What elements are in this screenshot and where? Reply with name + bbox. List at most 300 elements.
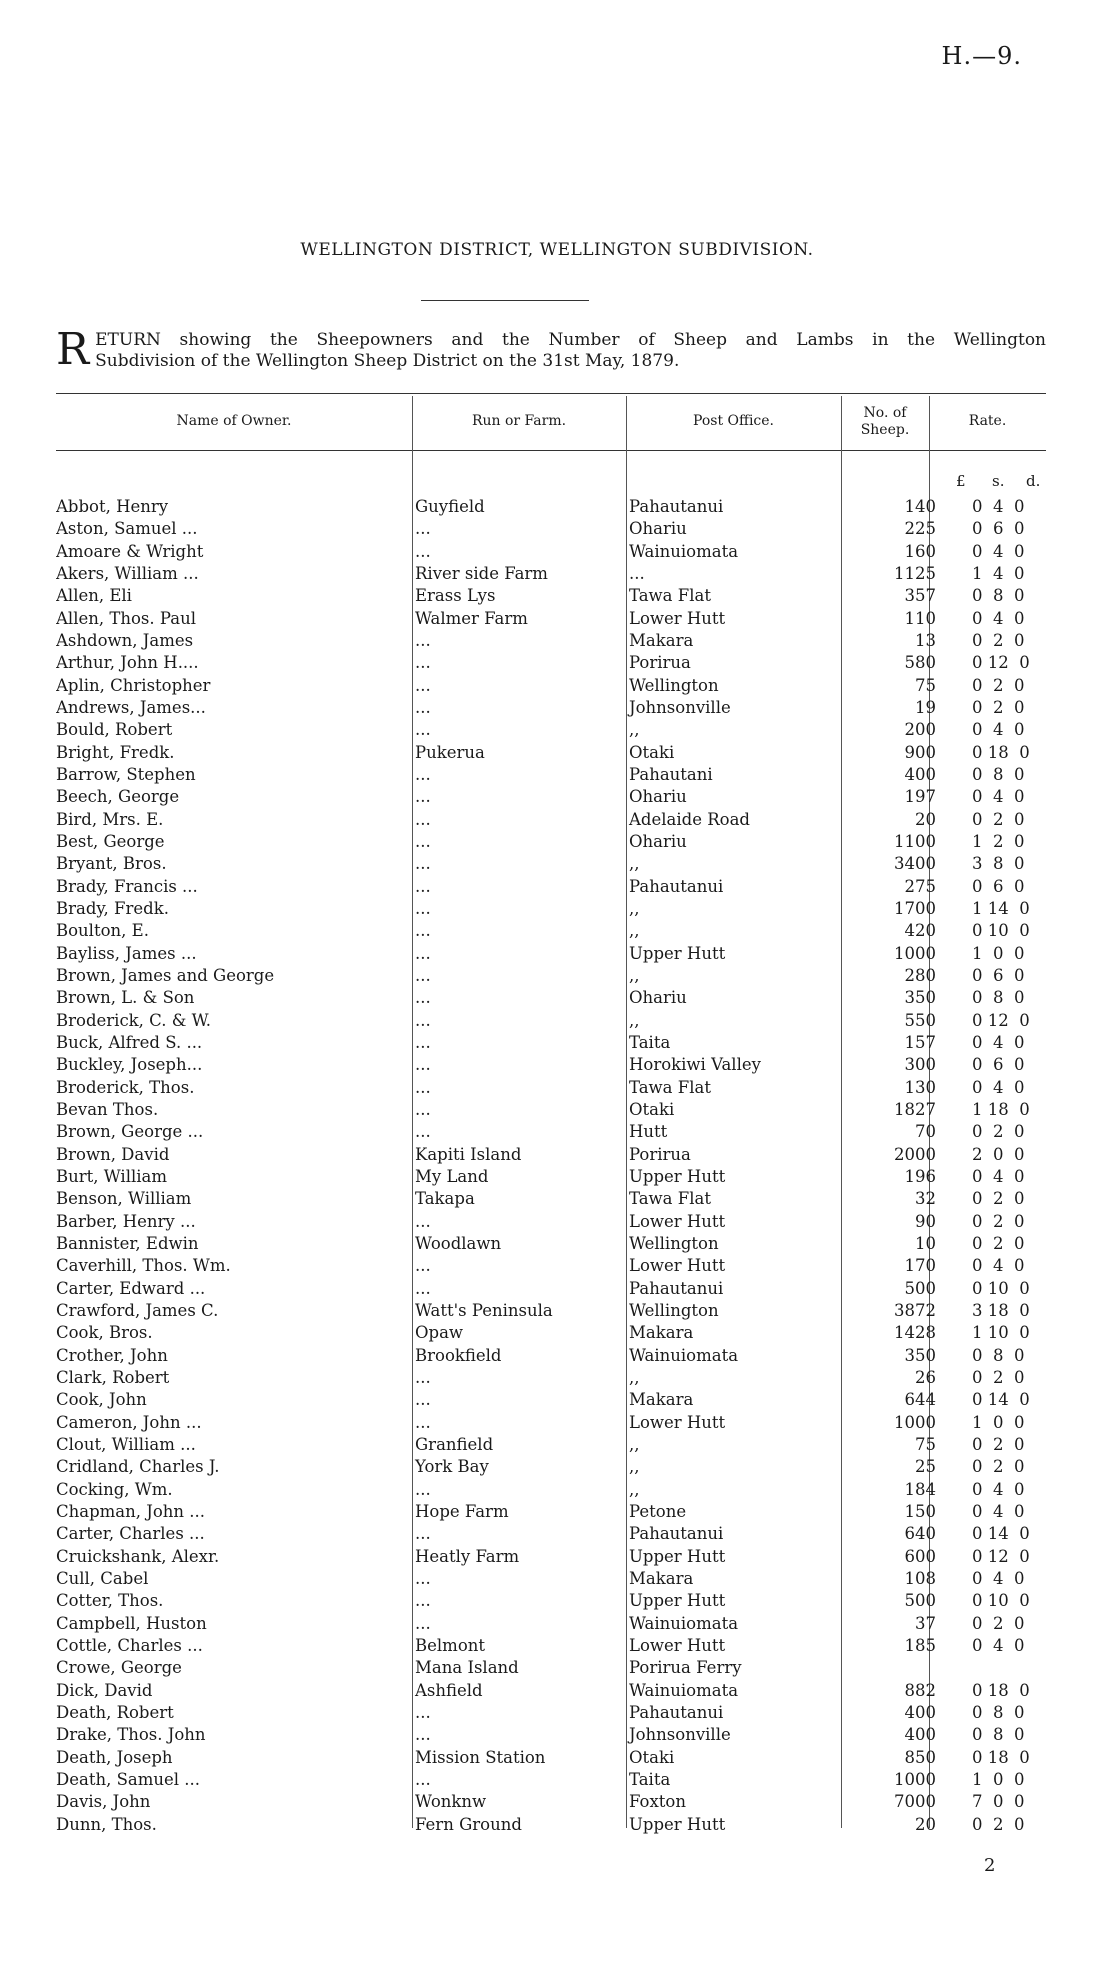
post-office: Wainuiomata	[629, 1613, 739, 1633]
rate-unit-pence: d.	[1026, 472, 1041, 490]
owner-name: Best, George	[56, 832, 165, 852]
table-row	[56, 920, 1066, 942]
owner-name: Drake, Thos. John	[56, 1725, 206, 1745]
run-or-farm: Pukerua	[415, 742, 485, 762]
post-office: Pahautanui	[629, 497, 724, 517]
run-or-farm: ...	[415, 1568, 431, 1588]
rate-amount: 0 8 0	[972, 586, 1025, 606]
table-row	[56, 1545, 1066, 1567]
post-office: ,,	[629, 1434, 640, 1454]
run-or-farm: Kapiti Island	[415, 1144, 522, 1164]
owner-name: Dick, David	[56, 1680, 153, 1700]
sheep-count: 157	[904, 1033, 936, 1053]
sheep-count: 75	[915, 1434, 936, 1454]
col-header-sheep-line2: Sheep.	[860, 422, 910, 438]
owner-name: Chapman, John ...	[56, 1501, 206, 1521]
rate-amount: 0 2 0	[972, 698, 1025, 718]
sheep-count: 184	[904, 1479, 936, 1499]
table-row	[56, 1635, 1066, 1657]
post-office: Wellington	[629, 1233, 719, 1253]
sheep-count: 185	[904, 1635, 936, 1655]
post-office: Lower Hutt	[629, 1211, 726, 1231]
owner-name: Davis, John	[56, 1792, 151, 1812]
owner-name: Brown, George ...	[56, 1122, 204, 1142]
owner-name: Cocking, Wm.	[56, 1479, 173, 1499]
col-header-run: Run or Farm.	[471, 413, 567, 429]
owner-name: Cameron, John ...	[56, 1412, 202, 1432]
rate-amount: 3 8 0	[972, 854, 1025, 874]
post-office: Tawa Flat	[629, 586, 711, 606]
run-or-farm: Heatly Farm	[415, 1546, 520, 1566]
sheep-count: 580	[904, 653, 936, 673]
rate-amount: 0 14 0	[972, 1524, 1030, 1544]
sheep-count: 75	[915, 675, 936, 695]
run-or-farm: ...	[415, 1479, 431, 1499]
table-row	[56, 1411, 1066, 1433]
sheep-count: 1700	[894, 899, 936, 919]
run-or-farm: York Bay	[415, 1457, 489, 1477]
rate-amount: 0 2 0	[972, 631, 1025, 651]
run-or-farm: Woodlawn	[415, 1233, 502, 1253]
owner-name: Bryant, Bros.	[56, 854, 167, 874]
sheep-count: 196	[904, 1167, 936, 1186]
owner-name: Ashdown, James	[56, 631, 194, 651]
post-office: Lower Hutt	[629, 608, 726, 628]
rate-amount: 0 10 0	[972, 921, 1030, 941]
owner-name: Barrow, Stephen	[56, 765, 196, 785]
post-office: Ohariu	[629, 988, 687, 1008]
post-office: Wellington	[629, 1300, 719, 1320]
run-or-farm: Watt's Peninsula	[415, 1300, 553, 1320]
post-office: ,,	[629, 899, 640, 919]
sheep-count: 2000	[894, 1144, 936, 1164]
owner-name: Death, Robert	[56, 1702, 174, 1722]
rate-amount: 0 2 0	[972, 1367, 1025, 1387]
post-office: Porirua	[629, 653, 691, 673]
sheep-count: 1100	[894, 832, 936, 852]
post-office: Petone	[629, 1501, 687, 1521]
owner-name: Brady, Francis ...	[56, 876, 198, 896]
sheep-count: 140	[904, 497, 936, 517]
post-office: Tawa Flat	[629, 1189, 711, 1209]
post-office: ,,	[629, 1010, 640, 1030]
rate-amount: 0 2 0	[972, 1122, 1025, 1142]
sheep-count: 90	[915, 1211, 936, 1231]
run-or-farm: Guyfield	[415, 497, 485, 517]
table-row	[56, 1322, 1066, 1344]
sheep-count: 170	[904, 1256, 936, 1276]
rate-amount: 0 2 0	[972, 1211, 1025, 1231]
sheep-count	[841, 1657, 954, 1679]
table-row	[56, 987, 1066, 1009]
run-or-farm: My Land	[415, 1167, 489, 1186]
table-row	[56, 1211, 1066, 1233]
table-row	[56, 786, 1066, 808]
run-or-farm: ...	[415, 675, 431, 695]
rate-amount: 0 8 0	[972, 1725, 1025, 1745]
sheepowners-table	[56, 496, 1066, 1836]
owner-name: Cridland, Charles J.	[56, 1457, 220, 1477]
rate-amount: 0 4 0	[972, 1568, 1025, 1588]
sheep-count: 19	[915, 698, 936, 718]
post-office: Wainuiomata	[629, 1345, 739, 1365]
rate-amount: 0 4 0	[972, 1077, 1025, 1097]
rate-amount: 0 8 0	[972, 1702, 1025, 1722]
table-row	[56, 518, 1066, 540]
sheep-count: 25	[915, 1457, 936, 1477]
table-row	[56, 630, 1066, 652]
table-row	[56, 1679, 1066, 1701]
owner-name: Clout, William ...	[56, 1434, 196, 1454]
owner-name: Bannister, Edwin	[56, 1233, 199, 1253]
owner-name: Barber, Henry ...	[56, 1211, 196, 1231]
table-row	[56, 1166, 1066, 1188]
table-row	[56, 563, 1066, 585]
table-row	[56, 1032, 1066, 1054]
sheep-count: 400	[904, 1725, 936, 1745]
owner-name: Broderick, Thos.	[56, 1077, 195, 1097]
table-row	[56, 1568, 1066, 1590]
post-office: Otaki	[629, 1747, 675, 1767]
sheep-count: 400	[904, 1702, 936, 1722]
sheep-count: 150	[904, 1501, 936, 1521]
rate-amount: 0 12 0	[972, 653, 1030, 673]
owner-name: Death, Samuel ...	[56, 1769, 201, 1789]
table-row	[56, 1099, 1066, 1121]
rate-amount: 0 14 0	[972, 1390, 1030, 1410]
sheep-count: 420	[904, 921, 936, 941]
owner-name: Carter, Charles ...	[56, 1524, 205, 1544]
table-row	[56, 1077, 1066, 1099]
post-office: Makara	[629, 1323, 694, 1343]
table-row	[56, 541, 1066, 563]
rate-amount: 3 18 0	[972, 1300, 1030, 1320]
table-row	[56, 1010, 1066, 1032]
run-or-farm: Granfield	[415, 1434, 494, 1454]
run-or-farm: ...	[415, 1769, 431, 1789]
run-or-farm: ...	[415, 1100, 431, 1120]
rate-amount: 0 8 0	[972, 988, 1025, 1008]
sheep-count: 1000	[894, 1769, 936, 1789]
rate-amount	[954, 1657, 1066, 1679]
sheep-count: 900	[904, 742, 936, 762]
post-office: Pahautanui	[629, 1524, 724, 1544]
table-row	[56, 1724, 1066, 1746]
post-office: Pahautanui	[629, 876, 724, 896]
owner-name: Bird, Mrs. E.	[56, 809, 164, 829]
run-or-farm: ...	[415, 1702, 431, 1722]
rate-amount: 0 4 0	[972, 720, 1025, 740]
run-or-farm: ...	[415, 1256, 431, 1276]
rate-amount: 0 12 0	[972, 1010, 1030, 1030]
sheep-count: 70	[915, 1122, 936, 1142]
rate-amount: 0 4 0	[972, 1501, 1025, 1521]
post-office: Upper Hutt	[629, 943, 726, 963]
header-top-rule	[56, 393, 1046, 394]
sheep-count: 1428	[894, 1323, 936, 1343]
sheep-count: 882	[904, 1680, 936, 1700]
rate-amount: 0 6 0	[972, 966, 1025, 986]
district-title: WELLINGTON DISTRICT, WELLINGTON SUBDIVISION.	[300, 240, 814, 260]
rate-amount: 0 4 0	[972, 1256, 1025, 1276]
owner-name: Campbell, Huston	[56, 1613, 207, 1633]
table-row	[56, 1791, 1066, 1813]
run-or-farm: ...	[415, 653, 431, 673]
table-row	[56, 496, 1066, 518]
post-office: Ohariu	[629, 519, 687, 539]
table-row	[56, 1501, 1066, 1523]
title-rule	[421, 300, 589, 301]
post-office: Makara	[629, 631, 694, 651]
table-row	[56, 1389, 1066, 1411]
post-office: Tawa Flat	[629, 1077, 711, 1097]
owner-name: Boulton, E.	[56, 921, 149, 941]
run-or-farm: Mission Station	[415, 1747, 546, 1767]
run-or-farm: ...	[415, 832, 431, 852]
post-office: Ohariu	[629, 832, 687, 852]
table-row	[56, 1434, 1066, 1456]
owner-name: Crowe, George	[56, 1658, 182, 1678]
run-or-farm: ...	[415, 765, 431, 785]
owner-name: Allen, Eli	[56, 586, 132, 606]
table-row	[56, 697, 1066, 719]
run-or-farm: ...	[415, 1725, 431, 1745]
table-row	[56, 1277, 1066, 1299]
rate-amount: 0 4 0	[972, 787, 1025, 807]
sheep-count: 357	[904, 586, 936, 606]
run-or-farm: Erass Lys	[415, 586, 496, 606]
owner-name: Buckley, Joseph...	[56, 1055, 203, 1075]
col-header-post: Post Office.	[692, 413, 775, 429]
run-or-farm: River side Farm	[415, 564, 548, 584]
run-or-farm: ...	[415, 1412, 431, 1432]
owner-name: Beech, George	[56, 787, 180, 807]
run-or-farm: ...	[415, 876, 431, 896]
rate-amount: 0 4 0	[972, 608, 1025, 628]
sheep-count: 1000	[894, 1412, 936, 1432]
run-or-farm: ...	[415, 921, 431, 941]
table-row	[56, 1054, 1066, 1076]
table-row	[56, 876, 1066, 898]
post-office: Porirua	[629, 1144, 691, 1164]
post-office: Otaki	[629, 742, 675, 762]
owner-name: Caverhill, Thos. Wm.	[56, 1256, 231, 1276]
rate-amount: 0 2 0	[972, 1189, 1025, 1209]
table-row	[56, 1456, 1066, 1478]
sheep-count: 32	[915, 1189, 936, 1209]
rate-amount: 0 6 0	[972, 1055, 1025, 1075]
post-office: Pahautani	[629, 765, 713, 785]
post-office: Ohariu	[629, 787, 687, 807]
post-office: Upper Hutt	[629, 1814, 726, 1834]
run-or-farm: ...	[415, 519, 431, 539]
post-office: Horokiwi Valley	[629, 1055, 761, 1075]
sheep-count: 350	[904, 988, 936, 1008]
run-or-farm: Opaw	[415, 1323, 464, 1343]
table-row	[56, 1144, 1066, 1166]
rate-amount: 0 2 0	[972, 1613, 1025, 1633]
sheep-count: 108	[904, 1568, 936, 1588]
rate-amount: 0 6 0	[972, 876, 1025, 896]
run-or-farm: ...	[415, 988, 431, 1008]
sheep-count: 7000	[894, 1792, 936, 1812]
sheep-count: 1827	[894, 1100, 936, 1120]
post-office: Lower Hutt	[629, 1412, 726, 1432]
rate-amount: 0 4 0	[972, 1479, 1025, 1499]
rate-amount: 0 2 0	[972, 675, 1025, 695]
rate-amount: 0 12 0	[972, 1546, 1030, 1566]
description-line-2: Subdivision of the Wellington Sheep District on the 31st May, 1879.	[95, 351, 680, 371]
rate-amount: 0 4 0	[972, 1033, 1025, 1053]
table-row	[56, 652, 1066, 674]
sheep-count: 197	[904, 787, 936, 807]
sheep-count: 26	[915, 1367, 936, 1387]
run-or-farm: ...	[415, 809, 431, 829]
run-or-farm: Fern Ground	[415, 1814, 522, 1834]
post-office: Hutt	[629, 1122, 668, 1142]
run-or-farm: ...	[415, 899, 431, 919]
rate-amount: 0 10 0	[972, 1591, 1030, 1611]
run-or-farm: ...	[415, 1033, 431, 1053]
run-or-farm: ...	[415, 1211, 431, 1231]
run-or-farm: ...	[415, 1524, 431, 1544]
sheep-count: 280	[904, 966, 936, 986]
rate-amount: 0 2 0	[972, 1814, 1025, 1834]
rate-amount: 0 2 0	[972, 1233, 1025, 1253]
table-row	[56, 831, 1066, 853]
rate-amount: 0 4 0	[972, 541, 1025, 561]
run-or-farm: Ashfield	[415, 1680, 483, 1700]
owner-name: Crother, John	[56, 1345, 168, 1365]
post-office: Lower Hutt	[629, 1635, 726, 1655]
rate-amount: 0 4 0	[972, 1635, 1025, 1655]
owner-name: Cruickshank, Alexr.	[56, 1546, 220, 1566]
post-office: Otaki	[629, 1100, 675, 1120]
sheep-count: 3872	[894, 1300, 936, 1320]
rate-amount: 0 18 0	[972, 1680, 1030, 1700]
owner-name: Brown, James and George	[56, 966, 275, 986]
owner-name: Broderick, C. & W.	[56, 1010, 211, 1030]
rate-amount: 0 2 0	[972, 1457, 1025, 1477]
run-or-farm: ...	[415, 1122, 431, 1142]
post-office: Porirua Ferry	[629, 1658, 742, 1678]
rate-amount: 1 0 0	[972, 1412, 1025, 1432]
rate-amount: 0 6 0	[972, 519, 1025, 539]
owner-name: Brady, Fredk.	[56, 899, 169, 919]
rate-amount: 0 4 0	[972, 1167, 1025, 1186]
run-or-farm: ...	[415, 787, 431, 807]
owner-name: Aplin, Christopher	[56, 675, 211, 695]
sheep-count: 400	[904, 765, 936, 785]
sheep-count: 1125	[894, 564, 936, 584]
table-row	[56, 1702, 1066, 1724]
post-office: Wainuiomata	[629, 541, 739, 561]
run-or-farm: Wonknw	[415, 1792, 487, 1812]
owner-name: Brown, David	[56, 1144, 170, 1164]
table-row	[56, 1344, 1066, 1366]
run-or-farm: Belmont	[415, 1635, 486, 1655]
header-bottom-rule	[56, 450, 1046, 451]
post-office: ...	[629, 564, 645, 584]
post-office: ,,	[629, 1367, 640, 1387]
sheep-count: 600	[904, 1546, 936, 1566]
owner-name: Arthur, John H....	[56, 653, 199, 673]
table-row	[56, 1478, 1066, 1500]
drop-cap: R	[56, 324, 90, 375]
table-row	[56, 585, 1066, 607]
run-or-farm: ...	[415, 720, 431, 740]
sheep-count: 640	[904, 1524, 936, 1544]
run-or-farm: ...	[415, 541, 431, 561]
post-office: ,,	[629, 720, 640, 740]
rate-amount: 0 10 0	[972, 1278, 1030, 1298]
rate-amount: 0 4 0	[972, 497, 1025, 517]
sheep-count: 550	[904, 1010, 936, 1030]
owner-name: Abbot, Henry	[56, 497, 169, 517]
post-office: Upper Hutt	[629, 1167, 726, 1186]
sheep-count: 500	[904, 1591, 936, 1611]
owner-name: Benson, William	[56, 1189, 192, 1209]
table-row	[56, 1367, 1066, 1389]
post-office: Taita	[629, 1769, 671, 1789]
run-or-farm: Walmer Farm	[415, 608, 528, 628]
owner-name: Brown, L. & Son	[56, 988, 195, 1008]
page-number: 2	[984, 1855, 996, 1876]
sheep-count: 13	[915, 631, 936, 651]
rate-amount: 1 10 0	[972, 1323, 1030, 1343]
rate-amount: 1 4 0	[972, 564, 1025, 584]
run-or-farm: ...	[415, 631, 431, 651]
post-office: Johnsonville	[629, 698, 731, 718]
rate-amount: 0 18 0	[972, 742, 1030, 762]
owner-name: Carter, Edward ...	[56, 1278, 206, 1298]
run-or-farm: Hope Farm	[415, 1501, 509, 1521]
col-header-sheep-line1: No. of	[863, 405, 907, 421]
owner-name: Burt, William	[56, 1167, 168, 1186]
run-or-farm: ...	[415, 1010, 431, 1030]
post-office: ,,	[629, 921, 640, 941]
table-row	[56, 1300, 1066, 1322]
post-office: Wellington	[629, 675, 719, 695]
run-or-farm: Mana Island	[415, 1658, 519, 1678]
owner-name: Andrews, James...	[56, 698, 206, 718]
run-or-farm: Takapa	[415, 1189, 475, 1209]
post-office: Wainuiomata	[629, 1680, 739, 1700]
post-office: Pahautanui	[629, 1278, 724, 1298]
rate-amount: 0 2 0	[972, 1434, 1025, 1454]
table-row	[56, 1612, 1066, 1634]
table-row	[56, 898, 1066, 920]
rate-amount: 0 18 0	[972, 1747, 1030, 1767]
sheep-count: 37	[915, 1613, 936, 1633]
owner-name: Allen, Thos. Paul	[56, 608, 196, 628]
sheep-count: 20	[915, 809, 936, 829]
table-row	[56, 719, 1066, 741]
sheep-count: 10	[915, 1233, 936, 1253]
owner-name: Amoare & Wright	[56, 541, 204, 561]
sheep-count: 1000	[894, 943, 936, 963]
sheep-count: 300	[904, 1055, 936, 1075]
post-office: Upper Hutt	[629, 1546, 726, 1566]
rate-amount: 1 14 0	[972, 899, 1030, 919]
post-office: Pahautanui	[629, 1702, 724, 1722]
sheep-count: 850	[904, 1747, 936, 1767]
owner-name: Akers, William ...	[56, 564, 199, 584]
rate-unit-shillings: s.	[992, 472, 1005, 490]
table-row	[56, 1233, 1066, 1255]
page-reference: H.—9.	[941, 42, 1022, 70]
post-office: Upper Hutt	[629, 1591, 726, 1611]
